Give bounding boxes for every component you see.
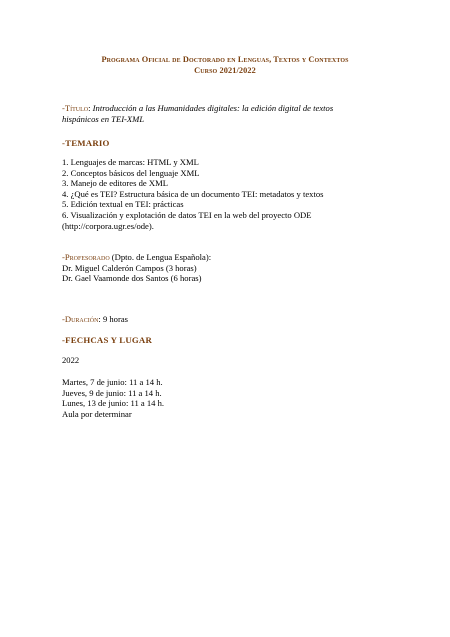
title-label: -Título: [62, 103, 89, 113]
title-section: [62, 103, 392, 124]
dates-year: [62, 355, 79, 366]
faculty-member: Dr. Gael Vaamonde dos Santos (6 horas): [62, 273, 202, 284]
syllabus-item: 2. Conceptos básicos del lenguaje XML: [62, 167, 200, 178]
faculty-section: [62, 252, 211, 284]
syllabus-item: 5. Edición textual en TEI: prácticas: [62, 199, 184, 210]
course-year: Curso 2021/2022: [194, 66, 256, 75]
course-title-line1: Introducción a las Humanidades digitales: la edición digital de textos: [92, 103, 334, 113]
course-title-line2: hispánicos en TEI-XML: [62, 113, 145, 124]
syllabus-list: [62, 157, 323, 231]
date-item: Lunes, 13 de junio: 11 a 14 h.: [62, 398, 165, 409]
faculty-dept: (Dpto. de Lengua Española):: [109, 252, 212, 262]
duration-label: -Duración: [62, 314, 99, 324]
dates-list: [62, 377, 164, 419]
duration-section: [62, 314, 128, 325]
faculty-label: -Profesorado: [62, 252, 110, 262]
faculty-member: Dr. Miguel Calderón Campos (3 horas): [62, 262, 197, 273]
syllabus-item: 4. ¿Qué es TEI? Estructura básica de un documento TEI: metadatos y textos: [62, 188, 324, 199]
syllabus-section: [62, 138, 110, 149]
dates-heading: -FECHCAS Y LUGAR: [62, 335, 153, 345]
syllabus-link: (http://corpora.ugr.es/ode).: [62, 220, 154, 231]
syllabus-item: 6. Visualización y explotación de datos TEI en la web del proyecto ODE: [62, 209, 312, 220]
date-item: Martes, 7 de junio: 11 a 14 h.: [62, 377, 163, 387]
year-value: 2022: [62, 355, 80, 365]
program-title: Programa Oficial de Doctorado en Lenguas, Textos y Contextos: [101, 55, 349, 64]
title-colon: :: [88, 103, 93, 113]
syllabus-heading: -TEMARIO: [62, 138, 110, 148]
dates-section: [62, 335, 152, 346]
syllabus-item: 3. Manejo de editores de XML: [62, 178, 168, 189]
date-item: Jueves, 9 de junio: 11 a 14 h.: [62, 387, 162, 398]
syllabus-item: 1. Lenguajes de marcas: HTML y XML: [62, 157, 199, 167]
duration-value: : 9 horas: [98, 314, 129, 324]
place-text: Aula por determinar: [62, 408, 132, 419]
